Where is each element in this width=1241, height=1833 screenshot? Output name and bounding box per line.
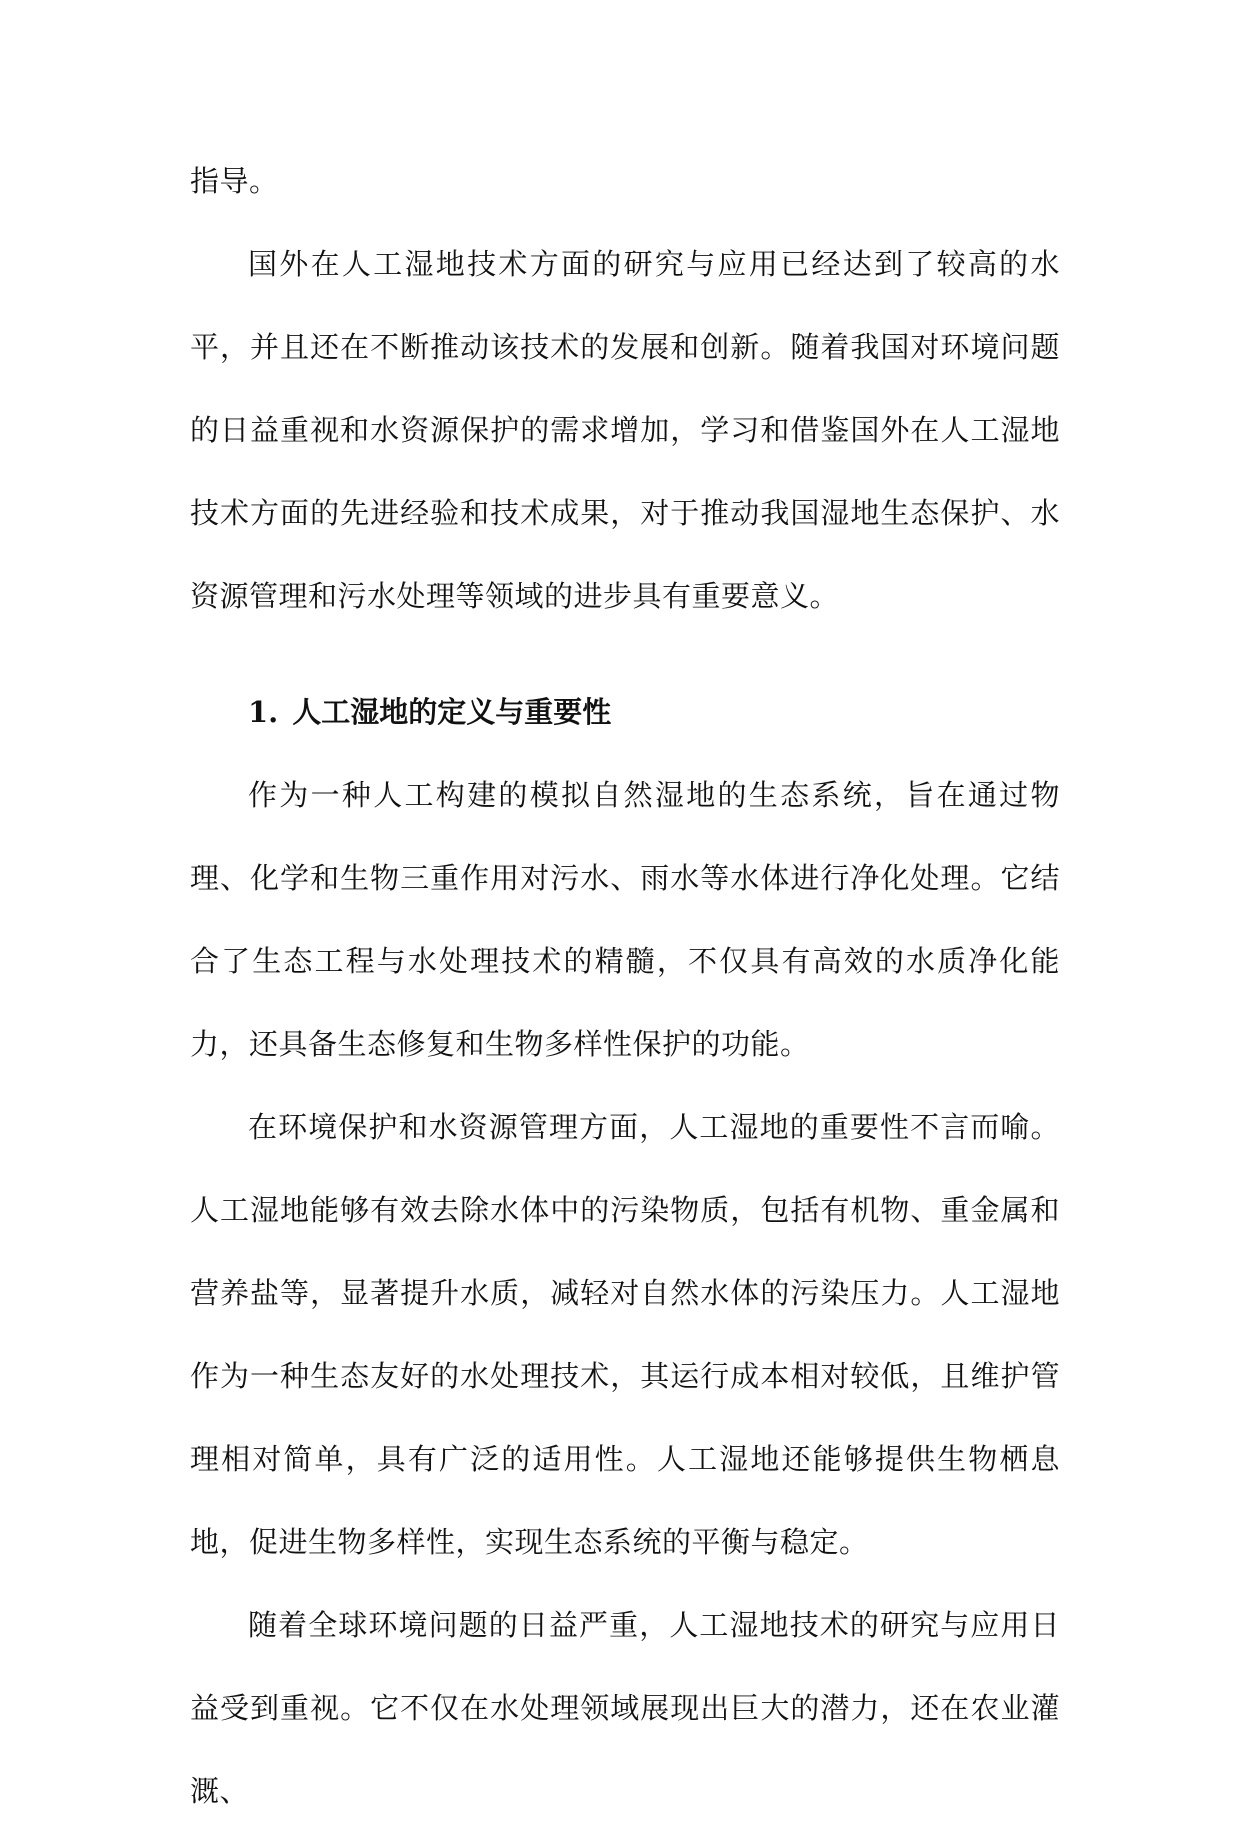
paragraph-importance: 在环境保护和水资源管理方面，人工湿地的重要性不言而喻。人工湿地能够有效去除水体中的污染物质，包括有机物、重金属和营养盐等，显著提升水质，减轻对自然水体的污染压力。人工湿地作为一种生态友好的水处理技术，其运行成本相对较低，且维护管理相对简单，具有广泛的适用性。人工湿地还能够提供生物栖息地，促进生物多样性，实现生态系统的平衡与稳定。 — [190, 1110, 1060, 1559]
document-page — [190, 140, 1060, 1833]
paragraph-definition: 作为一种人工构建的模拟自然湿地的生态系统，旨在通过物理、化学和生物三重作用对污水、雨水等水体进行净化处理。它结合了生态工程与水处理技术的精髓，不仅具有高效的水质净化能力，还具备生态修复和生物多样性保护的功能。 — [190, 778, 1060, 1061]
section-title: 人工湿地的定义与重要性 — [292, 695, 612, 729]
paragraph-continuation: 指导。 — [190, 164, 279, 198]
paragraph-foreign-research: 国外在人工湿地技术方面的研究与应用已经达到了较高的水平，并且还在不断推动该技术的发展和创新。随着我国对环境问题的日益重视和水资源保护的需求增加，学习和借鉴国外在人工湿地技术方面的先进经验和技术成果，对于推动我国湿地生态保护、水资源管理和污水处理等领域的进步具有重要意义。 — [190, 247, 1060, 613]
paragraph-global-trend: 随着全球环境问题的日益严重，人工湿地技术的研究与应用日益受到重视。它不仅在水处理领域展现出巨大的潜力，还在农业灌溉、 — [190, 1608, 1060, 1808]
section-heading — [190, 671, 1060, 754]
section-number: 1. — [248, 695, 279, 729]
